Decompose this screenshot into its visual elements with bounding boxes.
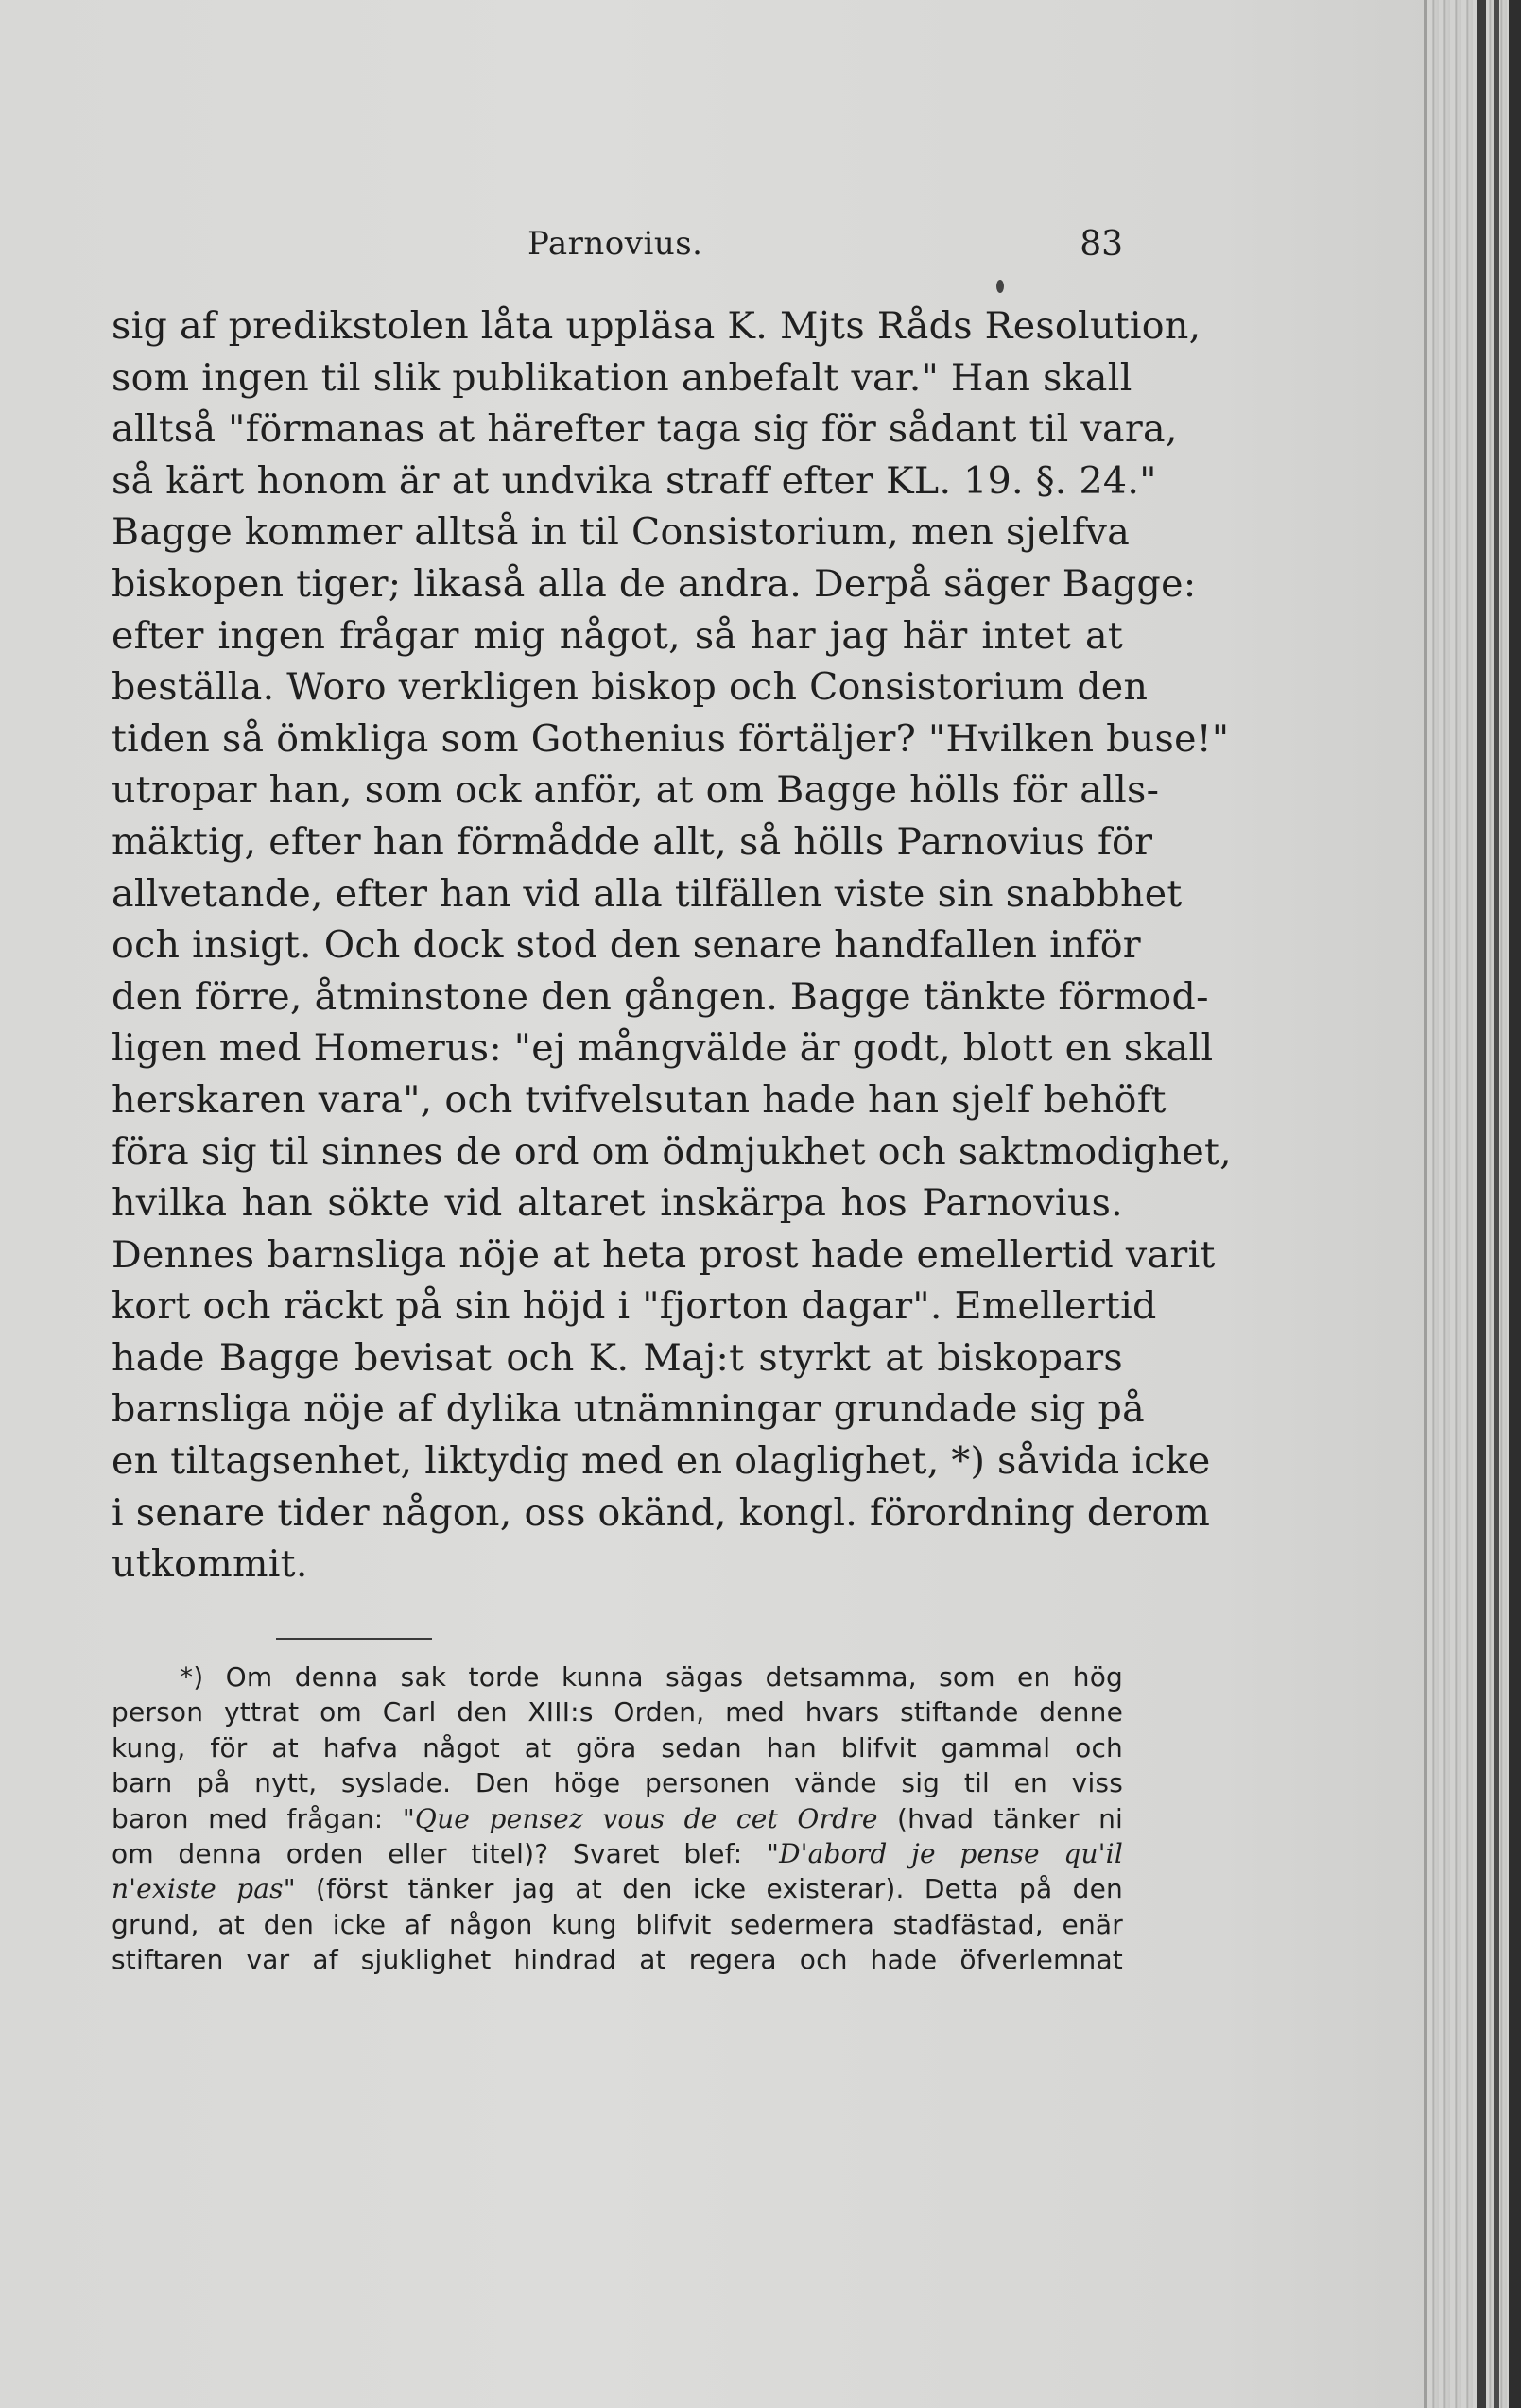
footnote-line: stiftaren var af sjuklighet hindrad at regera och hade öfverlemnat (112, 1944, 1123, 1976)
footnote-text: " (först tänker jag at den icke existerar). Detta på den (283, 1873, 1123, 1905)
text-line: alltså "förmanas at härefter taga sig för sådant til vara, (112, 407, 1178, 452)
text-line: så kärt honom är at undvika straff efter KL. 19. §. 24." (112, 458, 1157, 503)
text-line: efter ingen frågar mig något, så har jag här intet at (112, 613, 1123, 658)
footnote-line (112, 1836, 1123, 1871)
text-line: en tiltagsenhet, liktydig med en olaglighet, *) såvida icke (112, 1439, 1211, 1484)
footnote (112, 1660, 1123, 1978)
edge-band (1494, 0, 1499, 2408)
text-line: som ingen til slik publikation anbefalt var." Han skall (112, 355, 1132, 400)
text-line: hvilka han sökte vid altaret inskärpa hos Parnovius. (112, 1181, 1123, 1226)
text-line: barnsliga nöje af dylika utnämningar grundade sig på (112, 1387, 1145, 1432)
text-line: utkommit. (112, 1542, 308, 1587)
text-line: utropar han, som ock anför, at om Bagge hölls för alls- (112, 768, 1160, 813)
text-line: sig af predikstolen låta uppläsa K. Mjts Råds Resolution, (112, 304, 1201, 348)
footnote-line (112, 1871, 1123, 1906)
text-line: kort och räckt på sin höjd i "fjorton dagar". Emellertid (112, 1284, 1157, 1329)
page-number: 83 (1080, 225, 1123, 264)
edge-band (1509, 0, 1521, 2408)
text-line: beställa. Woro verkligen biskop och Consistorium den (112, 665, 1149, 710)
text-line: tiden så ömkliga som Gothenius förtäljer? "Hvilken buse!" (112, 716, 1230, 761)
footnote-line: grund, at den icke af någon kung blifvit sedermera stadfästad, enär (112, 1908, 1123, 1940)
footnote-text: baron med frågan: " (112, 1802, 415, 1834)
footnote-line: person yttrat om Carl den XIII:s Orden, med hvars stiftande denne (112, 1696, 1123, 1729)
ink-speck (996, 280, 1004, 293)
running-head: Parnovius. (527, 225, 703, 263)
footnote-line (112, 1801, 1123, 1836)
edge-band (1477, 0, 1486, 2408)
text-line: i senare tider någon, oss okänd, kongl. förordning derom (112, 1490, 1211, 1535)
text-line: hade Bagge bevisat och K. Maj:t styrkt at biskopars (112, 1335, 1123, 1380)
page-header (112, 225, 1123, 272)
footnote-text: (hvad tänker ni (877, 1802, 1123, 1834)
footnote-line: *) Om denna sak torde kunna sägas detsamma, som en hög (180, 1661, 1123, 1693)
main-text (112, 301, 1233, 1591)
text-line: ligen med Homerus: "ej mångvälde är godt, blott en skall (112, 1026, 1214, 1071)
text-line: Bagge kommer alltså in til Consistorium, men sjelfva (112, 510, 1131, 555)
footnote-divider (276, 1638, 432, 1640)
footnote-italic-quote: D'abord je pense qu'il (779, 1837, 1123, 1869)
text-line: föra sig til sinnes de ord om ödmjukhet och saktmodighet, (112, 1129, 1233, 1174)
footnote-italic-quote: n'existe pas (112, 1873, 284, 1905)
footnote-text: om denna orden eller titel)? Svaret blef: " (112, 1837, 780, 1869)
text-line: Dennes barnsliga nöje at heta prost hade emellertid varit (112, 1232, 1216, 1277)
text-line: biskopen tiger; likaså alla de andra. Derpå säger Bagge: (112, 561, 1197, 606)
footnote-italic-quote: Que pensez vous de cet Ordre (414, 1802, 878, 1834)
text-line: herskaren vara", och tvifvelsutan hade han sjelf behöft (112, 1077, 1167, 1122)
footnote-line: barn på nytt, syslade. Den höge personen vände sig til en viss (112, 1767, 1123, 1799)
text-line: och insigt. Och dock stod den senare handfallen inför (112, 923, 1141, 968)
text-line: mäktig, efter han förmådde allt, så hölls Parnovius för (112, 819, 1153, 864)
footnote-line: kung, för at hafva något at göra sedan han blifvit gammal och (112, 1731, 1123, 1763)
text-line: den förre, åtminstone den gången. Bagge tänkte förmod- (112, 974, 1209, 1019)
text-line: allvetande, efter han vid alla tilfällen viste sin snabbhet (112, 871, 1183, 916)
book-fore-edge (1427, 0, 1521, 2408)
